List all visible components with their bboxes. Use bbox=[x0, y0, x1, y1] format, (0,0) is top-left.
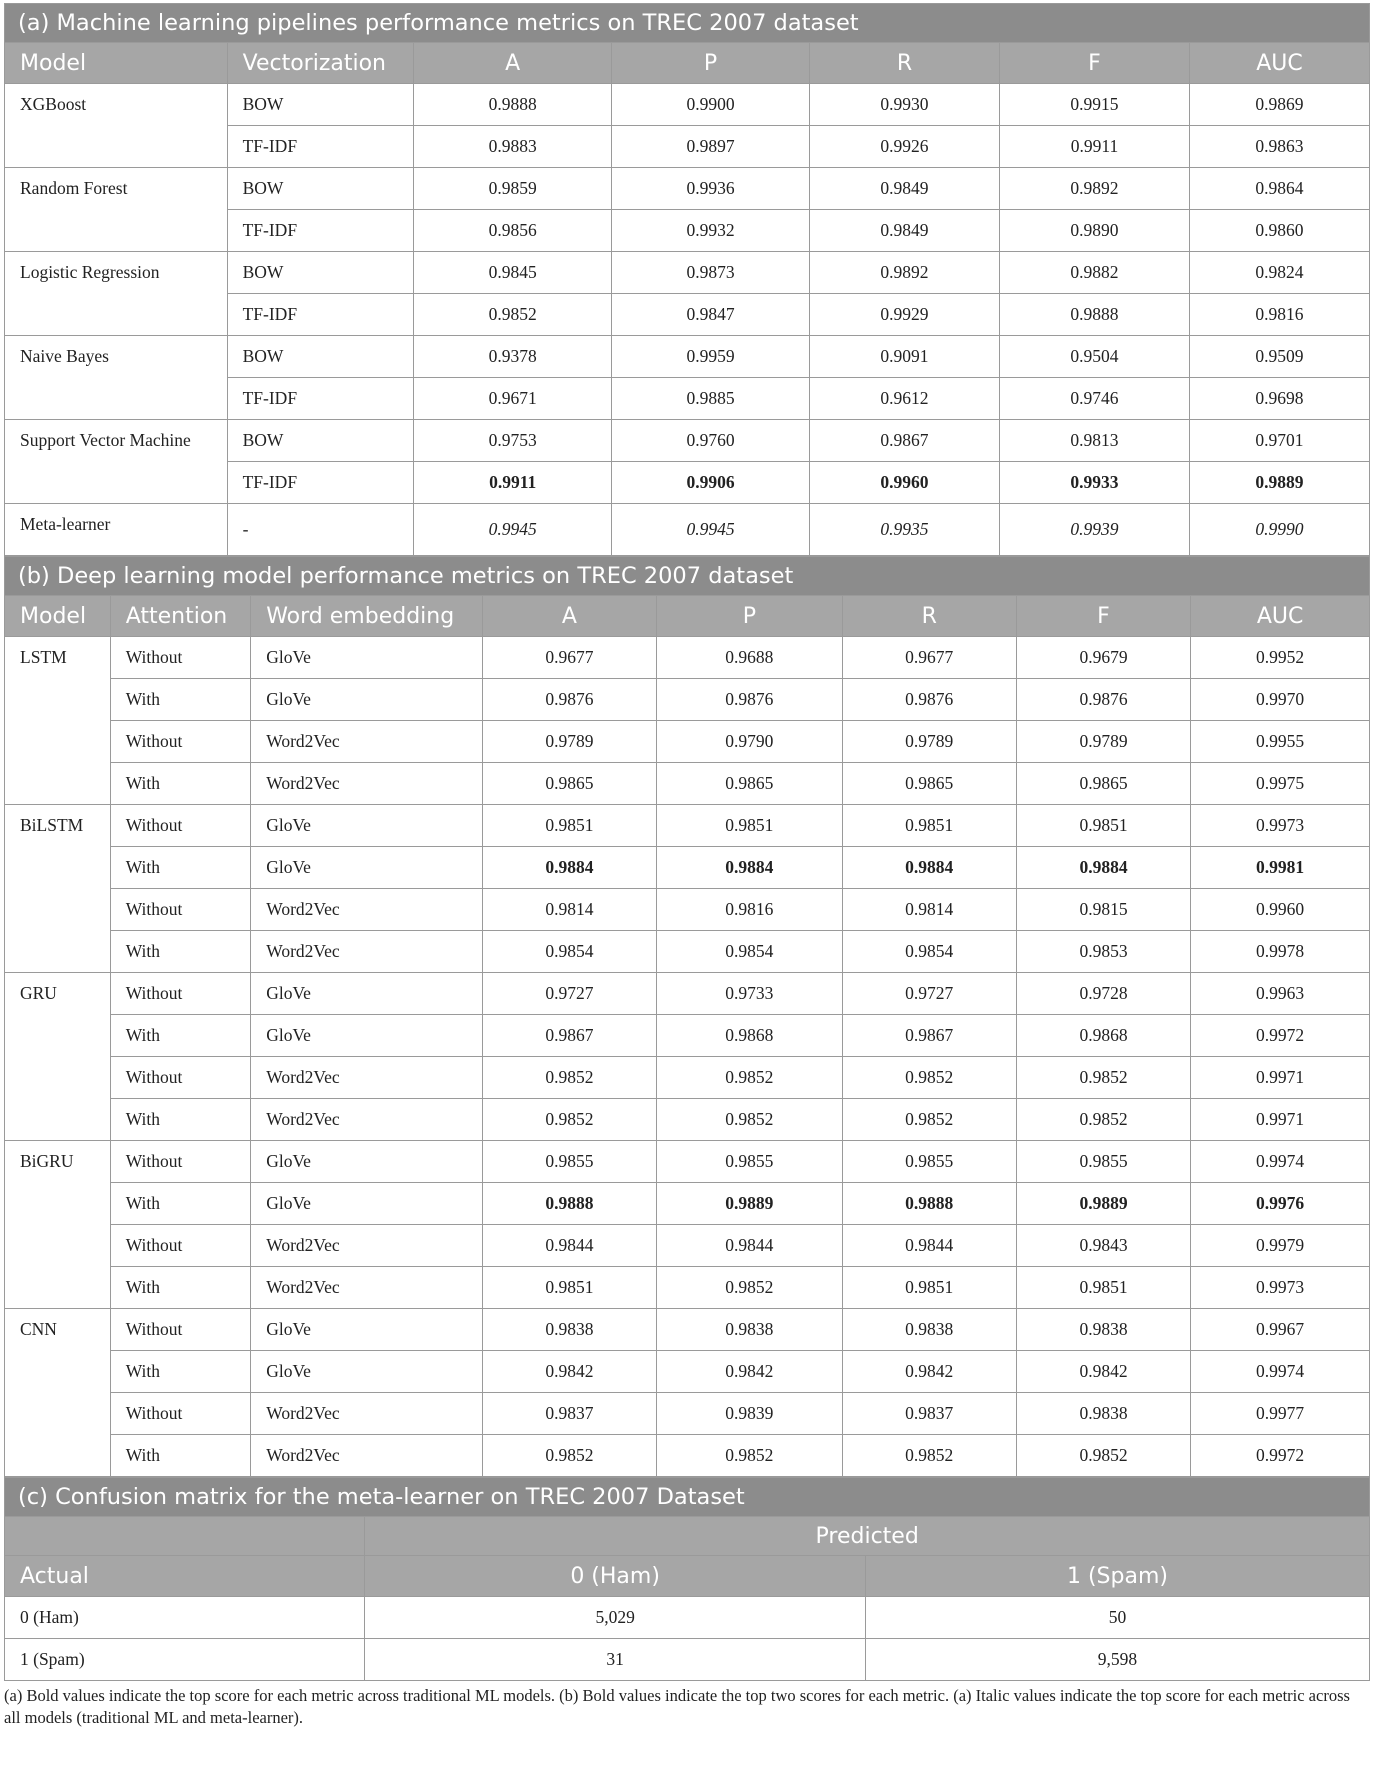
metric-cell: 0.9884 bbox=[482, 847, 656, 889]
metric-cell: 0.9509 bbox=[1189, 336, 1369, 378]
table-row bbox=[5, 168, 1370, 210]
embedding-cell: GloVe bbox=[251, 847, 483, 889]
section-b-body bbox=[5, 637, 1370, 1477]
column-header: F bbox=[1016, 596, 1190, 637]
confusion-row-ham bbox=[5, 1597, 1370, 1639]
metric-cell: 0.9612 bbox=[809, 378, 999, 420]
metric-cell: 0.9847 bbox=[612, 294, 810, 336]
metric-cell: 0.9838 bbox=[1016, 1393, 1190, 1435]
metric-cell: 0.9952 bbox=[1191, 637, 1370, 679]
actual-label-cell: 1 (Spam) bbox=[5, 1639, 365, 1681]
model-name-cell: CNN bbox=[5, 1309, 111, 1477]
metric-cell: 0.9852 bbox=[414, 294, 612, 336]
table-row bbox=[5, 504, 1370, 556]
metric-cell: 0.9867 bbox=[482, 1015, 656, 1057]
metric-cell: 0.9852 bbox=[482, 1057, 656, 1099]
metric-cell: 0.9863 bbox=[1189, 126, 1369, 168]
metric-cell: 0.9975 bbox=[1191, 763, 1370, 805]
metric-cell: 0.9852 bbox=[657, 1435, 843, 1477]
metric-cell: 0.9955 bbox=[1191, 721, 1370, 763]
metric-cell: 0.9698 bbox=[1189, 378, 1369, 420]
table-row bbox=[5, 1351, 1370, 1393]
model-name-cell: BiGRU bbox=[5, 1141, 111, 1309]
metric-cell: 0.9892 bbox=[999, 168, 1189, 210]
metric-cell: 0.9915 bbox=[999, 84, 1189, 126]
metric-cell: 0.9815 bbox=[1016, 889, 1190, 931]
metric-cell: 0.9885 bbox=[612, 378, 810, 420]
attention-cell: With bbox=[110, 847, 251, 889]
metric-cell: 0.9868 bbox=[1016, 1015, 1190, 1057]
column-header: AUC bbox=[1189, 43, 1369, 84]
metric-cell: 0.9842 bbox=[842, 1351, 1016, 1393]
metric-cell: 0.9929 bbox=[809, 294, 999, 336]
metric-cell: 0.9911 bbox=[999, 126, 1189, 168]
model-name-cell: Naive Bayes bbox=[5, 336, 228, 420]
metric-cell: 0.9851 bbox=[657, 805, 843, 847]
embedding-cell: Word2Vec bbox=[251, 763, 483, 805]
embedding-cell: Word2Vec bbox=[251, 721, 483, 763]
metric-cell: 0.9824 bbox=[1189, 252, 1369, 294]
model-name-cell: Logistic Regression bbox=[5, 252, 228, 336]
metric-cell: 0.9852 bbox=[657, 1267, 843, 1309]
metric-cell: 0.9884 bbox=[842, 847, 1016, 889]
metric-cell: 0.9972 bbox=[1191, 1015, 1370, 1057]
metric-cell: 0.9974 bbox=[1191, 1141, 1370, 1183]
metric-cell: 0.9844 bbox=[657, 1225, 843, 1267]
metric-cell: 0.9814 bbox=[482, 889, 656, 931]
table-row bbox=[5, 1057, 1370, 1099]
attention-cell: With bbox=[110, 1351, 251, 1393]
metric-cell: 0.9945 bbox=[414, 504, 612, 556]
metric-cell: 0.9889 bbox=[657, 1183, 843, 1225]
column-header: AUC bbox=[1191, 596, 1370, 637]
table-row bbox=[5, 1183, 1370, 1225]
metric-cell: 0.9813 bbox=[999, 420, 1189, 462]
table-row bbox=[5, 420, 1370, 462]
metric-cell: 0.9865 bbox=[657, 763, 843, 805]
model-name-cell: BiLSTM bbox=[5, 805, 111, 973]
metric-cell: 0.9814 bbox=[842, 889, 1016, 931]
metric-cell: 0.9727 bbox=[482, 973, 656, 1015]
metric-cell: 0.9837 bbox=[842, 1393, 1016, 1435]
metric-cell: 0.9926 bbox=[809, 126, 999, 168]
metric-cell: 0.9855 bbox=[482, 1141, 656, 1183]
metric-cell: 0.9677 bbox=[842, 637, 1016, 679]
attention-cell: Without bbox=[110, 1057, 251, 1099]
metric-cell: 0.9889 bbox=[1016, 1183, 1190, 1225]
vectorization-cell: BOW bbox=[227, 336, 414, 378]
metric-cell: 0.9867 bbox=[809, 420, 999, 462]
metric-cell: 0.9816 bbox=[1189, 294, 1369, 336]
metric-cell: 0.9789 bbox=[482, 721, 656, 763]
metric-cell: 0.9972 bbox=[1191, 1435, 1370, 1477]
metric-cell: 0.9852 bbox=[1016, 1099, 1190, 1141]
metric-cell: 0.9852 bbox=[842, 1435, 1016, 1477]
actual-label-cell: 0 (Ham) bbox=[5, 1597, 365, 1639]
vectorization-cell: BOW bbox=[227, 252, 414, 294]
metric-cell: 0.9852 bbox=[657, 1099, 843, 1141]
attention-cell: With bbox=[110, 763, 251, 805]
table-row bbox=[5, 1015, 1370, 1057]
attention-cell: With bbox=[110, 1183, 251, 1225]
metric-cell: 0.9679 bbox=[1016, 637, 1190, 679]
column-header: R bbox=[842, 596, 1016, 637]
embedding-cell: GloVe bbox=[251, 1141, 483, 1183]
actual-header: Actual bbox=[5, 1556, 365, 1597]
column-header: Model bbox=[5, 596, 111, 637]
metric-cell: 0.9884 bbox=[657, 847, 843, 889]
attention-cell: With bbox=[110, 931, 251, 973]
metric-cell: 0.9851 bbox=[1016, 1267, 1190, 1309]
metric-cell: 0.9876 bbox=[482, 679, 656, 721]
metric-cell: 0.9976 bbox=[1191, 1183, 1370, 1225]
vectorization-cell: BOW bbox=[227, 420, 414, 462]
table-row bbox=[5, 805, 1370, 847]
metric-cell: 0.9701 bbox=[1189, 420, 1369, 462]
table-row bbox=[5, 252, 1370, 294]
ml-pipelines-table bbox=[4, 3, 1370, 556]
metric-cell: 0.9933 bbox=[999, 462, 1189, 504]
metric-cell: 0.9851 bbox=[1016, 805, 1190, 847]
metric-cell: 0.9838 bbox=[842, 1309, 1016, 1351]
metric-cell: 0.9859 bbox=[414, 168, 612, 210]
metric-cell: 0.9851 bbox=[842, 1267, 1016, 1309]
metric-cell: 0.9876 bbox=[657, 679, 843, 721]
metric-cell: 0.9852 bbox=[842, 1099, 1016, 1141]
metric-cell: 0.9876 bbox=[1016, 679, 1190, 721]
model-name-cell: Support Vector Machine bbox=[5, 420, 228, 504]
metric-cell: 0.9981 bbox=[1191, 847, 1370, 889]
model-name-cell: Meta-learner bbox=[5, 504, 228, 556]
metric-cell: 0.9960 bbox=[1191, 889, 1370, 931]
table-row bbox=[5, 84, 1370, 126]
metric-cell: 0.9855 bbox=[657, 1141, 843, 1183]
metric-cell: 0.9935 bbox=[809, 504, 999, 556]
embedding-cell: GloVe bbox=[251, 1183, 483, 1225]
column-header: A bbox=[482, 596, 656, 637]
metric-cell: 0.9868 bbox=[657, 1015, 843, 1057]
column-header: Attention bbox=[110, 596, 251, 637]
metric-cell: 0.9852 bbox=[657, 1057, 843, 1099]
embedding-cell: Word2Vec bbox=[251, 1099, 483, 1141]
metric-cell: 0.9504 bbox=[999, 336, 1189, 378]
metric-cell: 0.9971 bbox=[1191, 1057, 1370, 1099]
metric-cell: 0.9837 bbox=[482, 1393, 656, 1435]
metric-cell: 0.9864 bbox=[1189, 168, 1369, 210]
column-header: F bbox=[999, 43, 1189, 84]
vectorization-cell: TF-IDF bbox=[227, 126, 414, 168]
metric-cell: 0.9849 bbox=[809, 168, 999, 210]
metric-cell: 0.9844 bbox=[482, 1225, 656, 1267]
attention-cell: With bbox=[110, 679, 251, 721]
embedding-cell: GloVe bbox=[251, 1309, 483, 1351]
metric-cell: 0.9852 bbox=[1016, 1057, 1190, 1099]
table-row bbox=[5, 973, 1370, 1015]
model-name-cell: XGBoost bbox=[5, 84, 228, 168]
metric-cell: 0.9865 bbox=[1016, 763, 1190, 805]
section-a-header-row bbox=[5, 43, 1370, 84]
table-row bbox=[5, 1393, 1370, 1435]
metric-cell: 0.9853 bbox=[1016, 931, 1190, 973]
metric-cell: 0.9852 bbox=[842, 1057, 1016, 1099]
table-row bbox=[5, 1267, 1370, 1309]
metric-cell: 0.9867 bbox=[842, 1015, 1016, 1057]
metric-cell: 0.9865 bbox=[842, 763, 1016, 805]
metric-cell: 0.9851 bbox=[842, 805, 1016, 847]
metric-cell: 0.9845 bbox=[414, 252, 612, 294]
attention-cell: Without bbox=[110, 721, 251, 763]
predicted-header: Predicted bbox=[365, 1517, 1370, 1556]
table-row bbox=[5, 1141, 1370, 1183]
section-b-header-row bbox=[5, 596, 1370, 637]
confusion-row-spam bbox=[5, 1639, 1370, 1681]
metric-cell: 0.9677 bbox=[482, 637, 656, 679]
model-name-cell: Random Forest bbox=[5, 168, 228, 252]
metric-cell: 0.9974 bbox=[1191, 1351, 1370, 1393]
embedding-cell: Word2Vec bbox=[251, 1057, 483, 1099]
metric-cell: 0.9967 bbox=[1191, 1309, 1370, 1351]
table-footnote: (a) Bold values indicate the top score for each metric across traditional ML models. (b) Bold values indicate the top two scores for each metric. (a) Italic values indicate the top score for each metric across all models (traditional ML and meta-learner). bbox=[4, 1686, 1350, 1727]
attention-cell: With bbox=[110, 1015, 251, 1057]
attention-cell: Without bbox=[110, 889, 251, 931]
metric-cell: 0.9911 bbox=[414, 462, 612, 504]
metric-cell: 0.9838 bbox=[1016, 1309, 1190, 1351]
metric-cell: 0.9882 bbox=[999, 252, 1189, 294]
metric-cell: 0.9900 bbox=[612, 84, 810, 126]
attention-cell: Without bbox=[110, 1141, 251, 1183]
section-c-title: (c) Confusion matrix for the meta-learner on TREC 2007 Dataset bbox=[5, 1478, 1370, 1517]
metric-cell: 0.9876 bbox=[842, 679, 1016, 721]
metric-cell: 0.9856 bbox=[414, 210, 612, 252]
embedding-cell: GloVe bbox=[251, 637, 483, 679]
embedding-cell: Word2Vec bbox=[251, 889, 483, 931]
column-header: Model bbox=[5, 43, 228, 84]
metric-cell: 0.9852 bbox=[1016, 1435, 1190, 1477]
metric-cell: 0.9838 bbox=[657, 1309, 843, 1351]
metric-cell: 0.9990 bbox=[1189, 504, 1369, 556]
table-row bbox=[5, 679, 1370, 721]
vectorization-cell: TF-IDF bbox=[227, 294, 414, 336]
metric-cell: 0.9733 bbox=[657, 973, 843, 1015]
column-header: Word embedding bbox=[251, 596, 483, 637]
attention-cell: With bbox=[110, 1267, 251, 1309]
metric-cell: 0.9728 bbox=[1016, 973, 1190, 1015]
attention-cell: Without bbox=[110, 805, 251, 847]
confusion-cell: 9,598 bbox=[865, 1639, 1369, 1681]
predicted-ham-header: 0 (Ham) bbox=[365, 1556, 866, 1597]
table-row bbox=[5, 336, 1370, 378]
metric-cell: 0.9842 bbox=[657, 1351, 843, 1393]
metric-cell: 0.9842 bbox=[482, 1351, 656, 1393]
metric-cell: 0.9960 bbox=[809, 462, 999, 504]
column-header: A bbox=[414, 43, 612, 84]
table-row bbox=[5, 1435, 1370, 1477]
table-row bbox=[5, 847, 1370, 889]
metric-cell: 0.9883 bbox=[414, 126, 612, 168]
metric-cell: 0.9790 bbox=[657, 721, 843, 763]
metric-cell: 0.9849 bbox=[809, 210, 999, 252]
metric-cell: 0.9979 bbox=[1191, 1225, 1370, 1267]
table-row bbox=[5, 721, 1370, 763]
metric-cell: 0.9838 bbox=[482, 1309, 656, 1351]
metric-cell: 0.9906 bbox=[612, 462, 810, 504]
table-row bbox=[5, 889, 1370, 931]
metric-cell: 0.9851 bbox=[482, 805, 656, 847]
metric-cell: 0.9869 bbox=[1189, 84, 1369, 126]
metric-cell: 0.9855 bbox=[842, 1141, 1016, 1183]
model-name-cell: LSTM bbox=[5, 637, 111, 805]
metric-cell: 0.9852 bbox=[482, 1435, 656, 1477]
metric-cell: 0.9844 bbox=[842, 1225, 1016, 1267]
metric-cell: 0.9971 bbox=[1191, 1099, 1370, 1141]
predicted-spam-header: 1 (Spam) bbox=[865, 1556, 1369, 1597]
metric-cell: 0.9973 bbox=[1191, 1267, 1370, 1309]
metric-cell: 0.9959 bbox=[612, 336, 810, 378]
embedding-cell: GloVe bbox=[251, 1351, 483, 1393]
embedding-cell: GloVe bbox=[251, 1015, 483, 1057]
table-row bbox=[5, 1099, 1370, 1141]
confusion-cell: 31 bbox=[365, 1639, 866, 1681]
vectorization-cell: TF-IDF bbox=[227, 462, 414, 504]
metric-cell: 0.9839 bbox=[657, 1393, 843, 1435]
results-document bbox=[4, 3, 1370, 1729]
metric-cell: 0.9932 bbox=[612, 210, 810, 252]
metric-cell: 0.9939 bbox=[999, 504, 1189, 556]
column-header: P bbox=[612, 43, 810, 84]
metric-cell: 0.9760 bbox=[612, 420, 810, 462]
metric-cell: 0.9852 bbox=[482, 1099, 656, 1141]
attention-cell: Without bbox=[110, 1309, 251, 1351]
metric-cell: 0.9789 bbox=[842, 721, 1016, 763]
metric-cell: 0.9970 bbox=[1191, 679, 1370, 721]
section-b-title: (b) Deep learning model performance metrics on TREC 2007 dataset bbox=[5, 557, 1370, 596]
metric-cell: 0.9873 bbox=[612, 252, 810, 294]
attention-cell: With bbox=[110, 1099, 251, 1141]
attention-cell: Without bbox=[110, 1393, 251, 1435]
section-a-title: (a) Machine learning pipelines performance metrics on TREC 2007 dataset bbox=[5, 4, 1370, 43]
column-header: Vectorization bbox=[227, 43, 414, 84]
metric-cell: 0.9888 bbox=[414, 84, 612, 126]
table-row bbox=[5, 1225, 1370, 1267]
metric-cell: 0.9091 bbox=[809, 336, 999, 378]
metric-cell: 0.9888 bbox=[482, 1183, 656, 1225]
table-row bbox=[5, 637, 1370, 679]
attention-cell: Without bbox=[110, 973, 251, 1015]
metric-cell: 0.9884 bbox=[1016, 847, 1190, 889]
vectorization-cell: - bbox=[227, 504, 414, 556]
metric-cell: 0.9978 bbox=[1191, 931, 1370, 973]
model-name-cell: GRU bbox=[5, 973, 111, 1141]
metric-cell: 0.9816 bbox=[657, 889, 843, 931]
metric-cell: 0.9854 bbox=[842, 931, 1016, 973]
metric-cell: 0.9378 bbox=[414, 336, 612, 378]
metric-cell: 0.9865 bbox=[482, 763, 656, 805]
embedding-cell: Word2Vec bbox=[251, 1225, 483, 1267]
metric-cell: 0.9890 bbox=[999, 210, 1189, 252]
vectorization-cell: TF-IDF bbox=[227, 210, 414, 252]
embedding-cell: GloVe bbox=[251, 805, 483, 847]
vectorization-cell: BOW bbox=[227, 84, 414, 126]
section-a-body bbox=[5, 84, 1370, 556]
metric-cell: 0.9963 bbox=[1191, 973, 1370, 1015]
metric-cell: 0.9854 bbox=[657, 931, 843, 973]
metric-cell: 0.9860 bbox=[1189, 210, 1369, 252]
embedding-cell: GloVe bbox=[251, 679, 483, 721]
metric-cell: 0.9746 bbox=[999, 378, 1189, 420]
confusion-cell: 50 bbox=[865, 1597, 1369, 1639]
metric-cell: 0.9789 bbox=[1016, 721, 1190, 763]
metric-cell: 0.9945 bbox=[612, 504, 810, 556]
attention-cell: Without bbox=[110, 1225, 251, 1267]
metric-cell: 0.9936 bbox=[612, 168, 810, 210]
vectorization-cell: BOW bbox=[227, 168, 414, 210]
metric-cell: 0.9888 bbox=[842, 1183, 1016, 1225]
metric-cell: 0.9892 bbox=[809, 252, 999, 294]
metric-cell: 0.9888 bbox=[999, 294, 1189, 336]
metric-cell: 0.9688 bbox=[657, 637, 843, 679]
metric-cell: 0.9727 bbox=[842, 973, 1016, 1015]
vectorization-cell: TF-IDF bbox=[227, 378, 414, 420]
confusion-corner-cell bbox=[5, 1517, 365, 1556]
metric-cell: 0.9753 bbox=[414, 420, 612, 462]
metric-cell: 0.9889 bbox=[1189, 462, 1369, 504]
attention-cell: With bbox=[110, 1435, 251, 1477]
table-row bbox=[5, 1309, 1370, 1351]
metric-cell: 0.9851 bbox=[482, 1267, 656, 1309]
embedding-cell: Word2Vec bbox=[251, 1267, 483, 1309]
metric-cell: 0.9930 bbox=[809, 84, 999, 126]
dl-models-table bbox=[4, 556, 1370, 1477]
metric-cell: 0.9973 bbox=[1191, 805, 1370, 847]
table-row bbox=[5, 931, 1370, 973]
column-header: R bbox=[809, 43, 999, 84]
metric-cell: 0.9843 bbox=[1016, 1225, 1190, 1267]
metric-cell: 0.9855 bbox=[1016, 1141, 1190, 1183]
column-header: P bbox=[657, 596, 843, 637]
embedding-cell: GloVe bbox=[251, 973, 483, 1015]
table-row bbox=[5, 763, 1370, 805]
metric-cell: 0.9897 bbox=[612, 126, 810, 168]
embedding-cell: Word2Vec bbox=[251, 1393, 483, 1435]
confusion-matrix-table bbox=[4, 1477, 1370, 1681]
embedding-cell: Word2Vec bbox=[251, 931, 483, 973]
metric-cell: 0.9854 bbox=[482, 931, 656, 973]
metric-cell: 0.9671 bbox=[414, 378, 612, 420]
metric-cell: 0.9977 bbox=[1191, 1393, 1370, 1435]
embedding-cell: Word2Vec bbox=[251, 1435, 483, 1477]
confusion-cell: 5,029 bbox=[365, 1597, 866, 1639]
metric-cell: 0.9842 bbox=[1016, 1351, 1190, 1393]
attention-cell: Without bbox=[110, 637, 251, 679]
